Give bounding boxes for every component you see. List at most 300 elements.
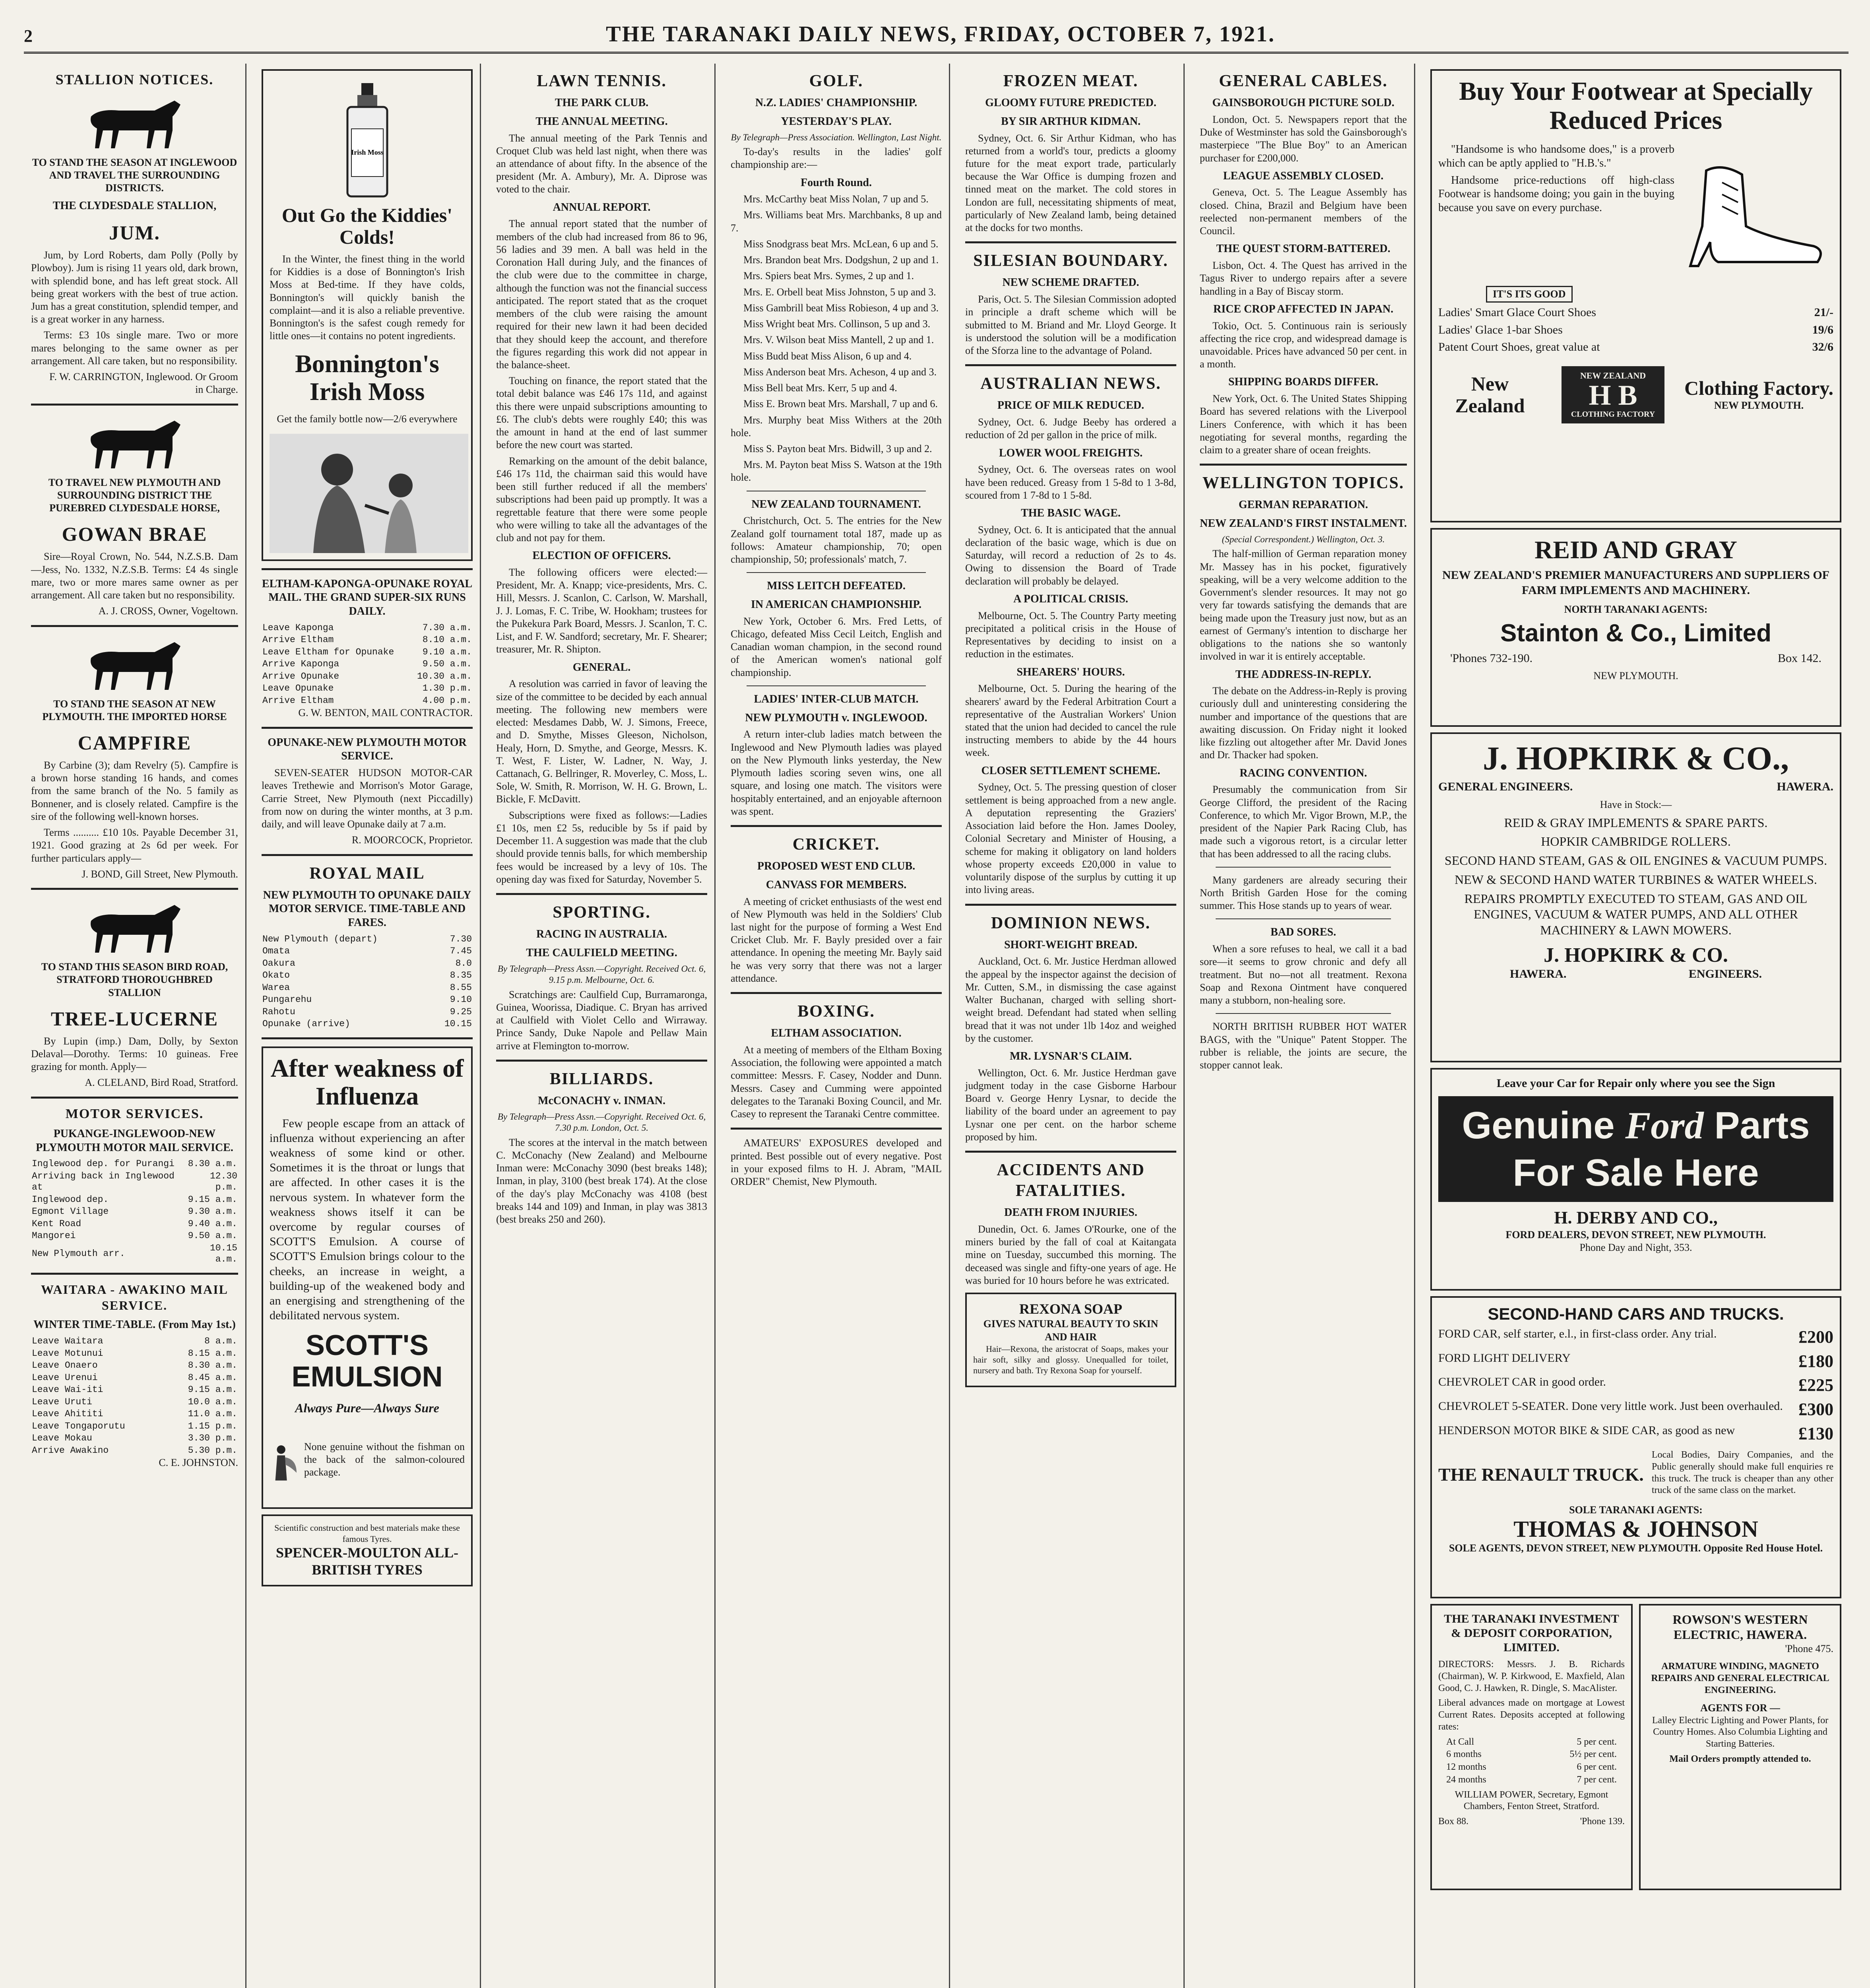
agents-name: THOMAS & JOHNSON [1513, 1516, 1758, 1542]
waitara-heading: WAITARA - AWAKINO MAIL SERVICE. [41, 1282, 228, 1312]
tree-intro: TO STAND THIS SEASON BIRD ROAD, STRATFORD THOROUGHBRED STALLION [41, 961, 228, 998]
table-row: Inglewood dep. for Purangi 8.30 a.m. [32, 1159, 237, 1169]
rubber-p: NORTH BRITISH RUBBER HOT WATER BAGS, with the "Unique" Patent Stopper. The rubber is reliable, the joints are secure, the stopper cannot leak. [1200, 1021, 1407, 1071]
footwear-mark: IT'S ITS GOOD [1486, 286, 1573, 303]
agents-heading: SOLE TARANAKI AGENTS: [1569, 1504, 1703, 1516]
rate-row: At Call 5 per cent. [1446, 1736, 1617, 1747]
divider [747, 685, 926, 686]
lysnar-p: Wellington, Oct. 6. Mr. Justice Herdman gave judgment today in the case Gisborne Harbour Board v. George Henry Lysnar, to decide the liability of the board under an agreement to pay Lysnar one per cent. on the harbor scheme proposed by him. [965, 1067, 1176, 1143]
wool-p: Sydney, Oct. 6. The overseas rates on wool have been reduced. Greasy from 1 5-8d to 1 3-8d, scoured from 1 7-8d to 1 5-8d. [965, 464, 1176, 501]
list-item: Mrs. McCarthy beat Miss Nolan, 7 up and 5. [743, 193, 929, 205]
rexona-heading: REXONA SOAP [1019, 1301, 1123, 1317]
tennis-sub2: THE ANNUAL MEETING. [535, 115, 668, 128]
scotts-note: None genuine without the fishman on the back of the salmon-coloured package. [304, 1441, 465, 1478]
horse-icon [75, 634, 194, 694]
horse-icon [75, 897, 194, 957]
reid-heading: REID AND GRAY [1534, 536, 1737, 564]
list-item: Mrs. V. Wilson beat Miss Mantell, 2 up and 1. [743, 334, 934, 346]
hopkirk-footer-sub: HAWERA. ENGINEERS. [1510, 967, 1762, 980]
divider [731, 825, 942, 827]
interclub-p: A return inter-club ladies match between the Inglewood and New Plymouth ladies was played on the New Plymouth links yesterday, the New Plymouth ladies scoring seven wins, one all square, and losing one match. The visitors were hospitably entertained, and an enjoyable afternoon was spent. [731, 728, 942, 817]
hb-badge-top: NEW ZEALAND [1580, 370, 1646, 381]
table-row: Opunake (arrive) 10.15 [262, 1019, 472, 1029]
table-row: Arrive Kaponga 9.50 a.m. [262, 659, 472, 670]
sporting-heading: SPORTING. [553, 903, 651, 922]
golf-round: Fourth Round. [801, 176, 872, 189]
list-item: Mrs. Williams beat Mrs. Marchbanks, 8 up and 7. [731, 209, 942, 234]
ford-line1: Genuine Ford Parts [1462, 1104, 1810, 1147]
footwear-text-block [1438, 143, 1674, 286]
table-row: Leave Uruti 10.0 a.m. [32, 1396, 237, 1407]
hb-town: NEW PLYMOUTH. [1714, 400, 1804, 412]
bonnington-brand: Bonnington's Irish Moss [295, 349, 439, 406]
ford-intro: Leave your Car for Repair only where you see the Sign [1496, 1077, 1775, 1090]
golf-sub: N.Z. LADIES' CHAMPIONSHIP. [755, 97, 918, 109]
reid-town: NEW PLYMOUTH. [1593, 670, 1678, 682]
influenza-heading: After weakness of Influenza [270, 1054, 464, 1110]
divider [731, 1128, 942, 1130]
jum-owner: F. W. CARRINGTON, Inglewood. Or Groom in Charge. [49, 371, 238, 396]
influenza-text: Few people escape from an attack of influenza without experiencing an after weakness of some kind or other. Sometimes it is the throat or lungs that are affected. In other cases it is the nervous system. In whatever form the weakness shows itself it can be overcome by regular courses of SCOTT'S Emulsion. A course of SCOTT'S Emulsion brings colour to the cheeks, an increase in weight, a building-up of the weakened body and an energising and strengthening of the debilitated nervous system. [270, 1116, 465, 1322]
car-row: CHEVROLET CAR in good order. £225 [1438, 1375, 1833, 1395]
table-row: Leave Eltham for Opunake 9.10 a.m. [262, 646, 472, 657]
tree-owner: A. CLELAND, Bird Road, Stratford. [85, 1077, 238, 1089]
ford-sign [1438, 1096, 1833, 1202]
general-p: A resolution was carried in favor of leaving the size of the committee to be decided by each annual meeting. The following new members were elected: Mesdames Dabb, W. J. Simons, Freece, and D. Smythe, Misses Gleeson, Nicholson, Healy, Horn, D. Smythe, and George, Messrs. K. T. West, F. Lister, W. Ladner, N. Way, J. Cattanach, G. Bellringer, R. Moverley, C. Moss, L. Sole, W. Smith, R. Morrison, W. H. G. Brown, L. Bickle, F. McDavitt. [496, 678, 707, 805]
tennis-report-heading: ANNUAL REPORT. [553, 201, 651, 214]
car-row: HENDERSON MOTOR BIKE & SIDE CAR, as good as new £130 [1438, 1423, 1833, 1443]
rep-byline: (Special Correspondent.) Wellington, Oct. 3. [1222, 534, 1385, 544]
accidents-heading: ACCIDENTS AND FATALITIES. [997, 1161, 1145, 1200]
footwear-quote: "Handsome is who handsome does," is a proverb which can be aptly applied to "H.B.'s." [1438, 143, 1674, 169]
billiards-p: The scores at the interval in the match between C. McConachy (New Zealand) and Melbourne Inman were: McConachy 3090 (best breaks 148); Inman, in play, 3100 (best break 174). At the close of the day's play McConachy was 4108 (best breaks 144 and 109) and Inman, in play was 3813 (best breaks 250 and 260). [496, 1136, 707, 1225]
quest-p: Lisbon, Oct. 4. The Quest has arrived in the Tagus River to undergo repairs after a severe handling in a Bay of Biscay storm. [1200, 260, 1407, 297]
rowson-agents: AGENTS FOR — [1700, 1702, 1780, 1714]
table-row: Egmont Village 9.30 a.m. [32, 1206, 237, 1217]
derby-name: H. DERBY AND CO., [1554, 1208, 1718, 1228]
horse-icon [75, 413, 194, 472]
boxing-heading: BOXING. [797, 1002, 875, 1021]
sores-heading: BAD SORES. [1271, 926, 1336, 939]
hb-footer [1438, 366, 1833, 423]
racing-sub: RACING IN AUSTRALIA. [536, 928, 667, 941]
eltham-timetable [262, 622, 473, 707]
scotts-ad [262, 1046, 473, 1509]
bonnington-tagline: Get the family bottle now—2/6 everywhere [277, 413, 458, 425]
death-p: Dunedin, Oct. 6. James O'Rourke, one of the miners buried by the fall of coal at Kaitangata mine on Tuesday, succumbed this morning. The deceased was single and fifty-one years of age. He was buried for 10 hours before he was extricated. [965, 1223, 1176, 1286]
royal-mail-timetable [262, 933, 473, 1030]
divider [1200, 464, 1407, 466]
inv-secretary: WILLIAM POWER, Secretary, Egmont Chambers, Fenton Street, Stratford. [1455, 1789, 1608, 1812]
reply-p: The debate on the Address-in-Reply is proving curiously dull and uninteresting considering the number and importance of the questions that are awaiting discussion. On Friday night it looked like fizzling out altogether after Mr. David Jones and Dr. Thacker had spoken. [1200, 685, 1407, 761]
table-row: Okato 8.35 [262, 970, 472, 981]
eltham-mail-heading: ELTHAM-KAPONGA-OPUNAKE ROYAL MAIL. THE GRAND SUPER-SIX RUNS DAILY. [262, 577, 473, 618]
closer-sub: CLOSER SETTLEMENT SCHEME. [981, 764, 1160, 777]
divider [262, 727, 473, 729]
hb-left: New Zealand [1455, 373, 1525, 417]
golf-byline: By Telegraph—Press Association. Wellington, Last Night. [731, 132, 942, 142]
tree-text: By Lupin (imp.) Dam, Dolly, by Sexton Delaval—Dorothy. Terms: 10 guineas. Free grazing for month. Apply— [31, 1035, 238, 1073]
list-item: Miss E. Brown beat Mrs. Marshall, 7 up and 6. [743, 398, 938, 410]
mother-child-illustration [270, 434, 468, 553]
milk-sub: PRICE OF MILK REDUCED. [997, 399, 1145, 412]
list-item: HOPKIR CAMBRIDGE ROLLERS. [1541, 834, 1731, 849]
crisis-sub: A POLITICAL CRISIS. [1013, 592, 1128, 605]
campfire-owner: J. BOND, Gill Street, New Plymouth. [81, 868, 238, 880]
spencer-text: Scientific construction and best materials make these famous Tyres. [274, 1523, 460, 1544]
table-row: Arrive Awakino 5.30 p.m. [32, 1445, 237, 1456]
reid-sub: NEW ZEALAND'S PREMIER MANUFACTURERS AND SUPPLIERS OF FARM IMPLEMENTS AND MACHINERY. [1442, 569, 1829, 597]
spencer-brand: SPENCER-MOULTON ALL-BRITISH TYRES [275, 1544, 459, 1578]
price-row: Patent Court Shoes, great value at 32/6 [1438, 340, 1833, 353]
table-row: Arrive Eltham 4.00 p.m. [262, 695, 472, 706]
rowson-ad [1639, 1604, 1841, 1890]
bread-sub: SHORT-WEIGHT BREAD. [1004, 938, 1138, 951]
hudson-owner: R. MOORCOCK, Proprietor. [351, 834, 473, 846]
gowan-text: Sire—Royal Crown, No. 544, N.Z.S.B. Dam—Jess, No. 1332, N.Z.S.B. Terms: £4 4s single mare, two or more mares same owner as per arrangement. All care taken but no responsibility. [31, 551, 238, 601]
boxing-p: At a meeting of members of the Eltham Boxing Association, the following were appointed a match committee: Messrs. F. Casey, Nodder and Dunn. Messrs. Casey and Cumming were appointed delegates to the Taranaki Boxing Council, and Mr. Casey to represent the Taranaki Centre committee. [731, 1044, 942, 1120]
footwear-ad [1430, 69, 1841, 522]
bottom-ads-row [1430, 1604, 1841, 1890]
divider [31, 888, 238, 890]
divider [31, 1273, 238, 1275]
frozen-sub: GLOOMY FUTURE PREDICTED. [985, 97, 1156, 109]
divider [965, 904, 1176, 906]
rowson-agents-p: Lalley Electric Lighting and Power Plants, for Country Homes. Also Columbia Lighting and Starting Batteries. [1652, 1715, 1829, 1749]
scotts-fishman-row [270, 1421, 465, 1501]
divider [1216, 1013, 1391, 1014]
masthead [24, 8, 1849, 54]
list-item: Mrs. Spiers beat Mrs. Symes, 2 up and 1. [743, 270, 914, 282]
silesian-sub: NEW SCHEME DRAFTED. [1002, 276, 1139, 289]
cables-heading: GENERAL CABLES. [1219, 72, 1388, 90]
divider [31, 404, 238, 406]
cricket-heading: CRICKET. [792, 835, 880, 854]
rowson-phone: 'Phone 475. [1785, 1642, 1833, 1654]
royal-mail-subheading: NEW PLYMOUTH TO OPUNAKE DAILY MOTOR SERVICE. TIME-TABLE AND FARES. [263, 889, 471, 929]
cricket-sub: PROPOSED WEST END CLUB. [757, 860, 916, 873]
kiddies-text: In the Winter, the finest thing in the world for Kiddies is a dose of Bonnington's Irish Moss at Bed-time. If they have colds, Bonnington's will quickly banish the complaint—and it is also a reliable preventive. Bonnington's is the safest cough remedy for little ones—it contains no potent ingredients. [270, 253, 465, 342]
rexona-sub: GIVES NATURAL BEAUTY TO SKIN AND HAIR [983, 1318, 1158, 1343]
gains-sub: GAINSBOROUGH PICTURE SOLD. [1212, 97, 1395, 109]
tennis-p1: The annual meeting of the Park Tennis and Croquet Club was held last night, when there was an attendance of about fifty. In the absence of the president (Mr. A. Ambury), Mr. A. Diprose was voted to the chair. [496, 132, 707, 195]
rate-row: 6 months 5½ per cent. [1446, 1749, 1617, 1760]
bottle-label: Irish Moss [351, 148, 384, 156]
frozen-p: Sydney, Oct. 6. Sir Arthur Kidman, who has returned from a world's tour, predicts a gloomy future for the meat export trade, particularly because the War Office is dumping frozen and tinned meat on the market. The cold stores in London are full, necessitating shipments of meat, particularly of New Zealand lamb, being detained at the docks for two months. [965, 132, 1176, 234]
divider [262, 568, 473, 570]
campfire-name: CAMPFIRE [78, 731, 192, 754]
rate-row: 24 months 7 per cent. [1446, 1774, 1617, 1785]
hopkirk-stock: Have in Stock:— [1600, 798, 1672, 810]
wage-sub: THE BASIC WAGE. [1021, 507, 1121, 520]
ford-ad [1430, 1068, 1841, 1291]
jum-name: JUM. [109, 221, 160, 244]
campfire-terms: Terms .......... £10 10s. Payable December 31, 1921. Good grazing at 2s 6d per week. For further particulars apply— [31, 827, 238, 864]
cars-ad [1430, 1296, 1841, 1598]
campfire-text: By Carbine (3); dam Revelry (5). Campfire is a brown horse standing 16 hands, and comes from the same branch of the No. 5 family as Bonnener, and is closely related. Campfire is the sire of the following well-known horses. [31, 759, 238, 822]
silesian-p: Paris, Oct. 5. The Silesian Commission adopted in principle a draft scheme which will be submitted to M. Briand and Mr. Lloyd George. It is understood the solution will be a modification of the Sforza line to the advantage of Poland. [965, 293, 1176, 357]
table-row: Leave Waitara 8 a.m. [32, 1336, 237, 1347]
list-item: NEW & SECOND HAND WATER TURBINES & WATER WHEELS. [1455, 872, 1817, 887]
motor-subheading: PUKANGE-INGLEWOOD-NEW PLYMOUTH MOTOR MAIL SERVICE. [36, 1127, 233, 1154]
gowan-owner: A. J. CROSS, Owner, Vogeltown. [98, 605, 238, 617]
list-item: Mrs. E. Orbell beat Miss Johnston, 5 up and 3. [743, 286, 936, 298]
election-heading: ELECTION OF OFFICERS. [532, 549, 671, 562]
fishman-icon [270, 1421, 299, 1501]
renault-block [1438, 1449, 1833, 1500]
reply-sub: THE ADDRESS-IN-REPLY. [1235, 668, 1371, 681]
divider [496, 1060, 707, 1062]
wool-sub: LOWER WOOL FREIGHTS. [999, 447, 1143, 459]
list-item: Miss S. Payton beat Mrs. Bidwill, 3 up and 2. [743, 443, 932, 454]
table-row: Arrive Eltham 8.10 a.m. [262, 635, 472, 645]
hb-badge-bot: CLOTHING FACTORY [1571, 410, 1655, 419]
cricket-sub2: CANVASS FOR MEMBERS. [766, 878, 907, 891]
closer-p: Sydney, Oct. 5. The pressing question of closer settlement is being approached from a new angle. A deputation representing the Graziers' Association laid before the Hon. James Dooley, Colonial Secretary and Minister of Housing, a scheme for making it obligatory on land holders whose property exceeds £20,000 in value to voluntarily dispose of the surplus by cutting it up into living areas. [965, 781, 1176, 896]
billiards-byline: By Telegraph—Press Assn.—Copyright. Received Oct. 6, 7.30 p.m. London, Oct. 5. [497, 1111, 706, 1133]
list-item: Mrs. Brandon beat Mrs. Dodgshun, 2 up and 1. [743, 254, 939, 266]
medicine-bottle-icon [339, 81, 395, 200]
interclub-sub: LADIES' INTER-CLUB MATCH. [754, 693, 919, 705]
leitch-sub: MISS LEITCH DEFEATED. [767, 580, 906, 592]
newspaper-title: THE TARANAKI DAILY NEWS, FRIDAY, OCTOBER 7, 1921. [606, 22, 1275, 47]
boxing-sub: ELTHAM ASSOCIATION. [771, 1027, 902, 1040]
jum-text: Jum, by Lord Roberts, dam Polly (Polly by Plowboy). Jum is rising 11 years old, dark brown, with splendid bone, and has left great stock. All being great workers with the best of true action. Jum has a great constitution, splendid temper, and is a great worker in any harness. [31, 249, 238, 325]
agents-sub: SOLE AGENTS, DEVON STREET, NEW PLYMOUTH. Opposite Red House Hotel. [1449, 1542, 1823, 1554]
leitch-sub2: IN AMERICAN CHAMPIONSHIP. [751, 598, 922, 611]
shoe-icon [1682, 147, 1833, 282]
divider [1216, 867, 1391, 868]
spencer-ad [262, 1514, 473, 1586]
golf-p1: To-day's results in the ladies' golf championship are:— [731, 146, 942, 171]
golf-heading: GOLF. [809, 72, 863, 90]
list-item: Mrs. Murphy beat Miss Withers at the 20th hole. [731, 414, 942, 439]
general-heading: GENERAL. [572, 661, 631, 674]
table-row: Rahotu 9.25 [262, 1006, 472, 1017]
bread-p: Auckland, Oct. 6. Mr. Justice Herdman allowed the appeal by the inspector against the decision of Mr. Cutten, S.M., in dismissing the case against Walter Buchanan, charged with selling short-weight bread. Defendant had stated when selling bread that it was not under 1lb 14oz and weighed by the customer. [965, 955, 1176, 1044]
car-row: CHEVROLET 5-SEATER. Done very little work. Just been overhauled. £300 [1438, 1400, 1833, 1419]
league-sub: LEAGUE ASSEMBLY CLOSED. [1223, 169, 1384, 182]
hopkirk-footer: J. HOPKIRK & CO. [1544, 944, 1728, 967]
rep-sub: GERMAN REPARATION. [1238, 499, 1368, 511]
campfire-intro: TO STAND THE SEASON AT NEW PLYMOUTH. THE IMPORTED HORSE [42, 698, 227, 722]
racing-byline: By Telegraph—Press Assn.—Copyright. Received Oct. 6, 9.15 p.m. Melbourne, Oct. 6. [497, 963, 706, 985]
table-row: Mangorei 9.50 a.m. [32, 1231, 237, 1241]
table-row: Kent Road 9.40 a.m. [32, 1218, 237, 1229]
rexona-p: Hair—Rexona, the aristocrat of Soaps, makes your hair soft, silky and glossy. Unequalled for toilet, nursery and bath. Try Rexona Soap for yourself. [973, 1343, 1168, 1376]
racing-p: Scratchings are: Caulfield Cup, Burramaronga, Guinea, Woorissa, Diadique. C. Bryan has arrived at Caulfield with Violet Cello and Wirraway. Prince Sandy, Duke Napole and Pellaw Main arrive at Flemington to-morrow. [496, 988, 707, 1052]
rowson-mail: Mail Orders promptly attended to. [1669, 1753, 1811, 1764]
list-item: Mrs. M. Payton beat Miss S. Watson at the 19th hole. [731, 459, 942, 483]
ford-logo: Ford [1625, 1104, 1704, 1147]
table-row: New Plymouth (depart) 7.30 [262, 934, 472, 944]
table-row: Arriving back in Inglewood at 12.30 p.m. [32, 1171, 237, 1193]
car-row: FORD LIGHT DELIVERY £180 [1438, 1351, 1833, 1371]
renault-heading: THE RENAULT TRUCK. [1438, 1464, 1644, 1485]
election-p: The following officers were elected:—President, Mr. A. Knapp; vice-presidents, Mrs. C. Hill, Messrs. J. Scanlon, C. Carlson, W. Marshall, J. J. Lomas, F. C. Tribe, W. Hookham; trustees for the Pukekura Park Board, Messrs. J. Scanlon, T. C. List, and F. W. Sandford; secretary, Mr. F. Shearer; treasurer, Mr. R. Shipton. [496, 566, 707, 655]
jum-terms: Terms: £3 10s single mare. Two or more mares belonging to the same owner as per arrangement. All care taken, but no responsibility. [31, 329, 238, 367]
rice-p: Tokio, Oct. 5. Continuous rain is seriously affecting the rice crop, and widespread damage is unavoidable. Prices have advanced 50 per cent. in a month. [1200, 320, 1407, 370]
lysnar-sub: MR. LYSNAR'S CLAIM. [1009, 1050, 1132, 1062]
jum-title: THE CLYDESDALE STALLION, [52, 200, 217, 212]
rep-sub2: NEW ZEALAND'S FIRST INSTALMENT. [1200, 517, 1407, 530]
list-item: SECOND HAND STEAM, GAS & OIL ENGINES & VACUUM PUMPS. [1444, 853, 1827, 868]
car-row: FORD CAR, self starter, e.l., in first-class order. Any trial. £200 [1438, 1327, 1833, 1347]
shearers-sub: SHEARERS' HOURS. [1016, 666, 1125, 678]
wage-p: Sydney, Oct. 6. It is anticipated that the annual declaration of the basic wage, which is due on Saturday, will record a reduction of 2s to 4s. Owing to dissension the Board of Trade declaration will probably be delayed. [965, 524, 1176, 587]
rate-row: 12 months 6 per cent. [1446, 1762, 1617, 1772]
inv-directors: DIRECTORS: Messrs. J. B. Richards (Chairman), W. P. Kirkwood, E. Maxfield, Alan Good, C. J. Hawken, R. Dingle, S. MacAlister. [1438, 1659, 1625, 1693]
divider [1216, 918, 1391, 919]
aus-heading: AUSTRALIAN NEWS. [980, 375, 1161, 393]
column-cables [1193, 64, 1415, 1988]
table-row: Leave Urenui 8.45 a.m. [32, 1372, 237, 1383]
divider [262, 854, 473, 856]
table-row: Leave Ahititi 11.0 a.m. [32, 1409, 237, 1419]
table-row: Oakura 8.0 [262, 958, 472, 969]
tennis-p3: Touching on finance, the report stated that the total debit balance was £46 17s 11d, and against this there were unpaid subscriptions amounting to £6. The club's debts were roughly £40; this was the amount in hand at the end of last summer before the new court was started. [496, 375, 707, 451]
interclub-sub2: NEW PLYMOUTH v. INGLEWOOD. [745, 711, 927, 724]
table-row: Omata 7.45 [262, 946, 472, 957]
inv-heading: THE TARANAKI INVESTMENT & DEPOSIT CORPORATION, LIMITED. [1444, 1612, 1619, 1654]
column-display-ads [1423, 64, 1849, 1988]
general-p2: Subscriptions were fixed as follows:—Ladies £1 10s, men £2 5s, reducible by 5s if paid by December 11. A suggestion was made that the club should provide tennis balls, for which membership fees would be increased by a levy of 10s. The opening day was fixed for Saturday, November 5. [496, 809, 707, 885]
price-row: Ladies' Smart Glace Court Shoes 21/- [1438, 306, 1833, 319]
divider [731, 992, 942, 994]
list-item: Miss Bell beat Mrs. Kerr, 5 up and 4. [743, 382, 897, 394]
column-ads [254, 64, 481, 1988]
hopkirk-ad [1430, 732, 1841, 1062]
frozen-heading: FROZEN MEAT. [1003, 72, 1139, 90]
ship-sub: SHIPPING BOARDS DIFFER. [1228, 376, 1379, 388]
tennis-p4: Remarking on the amount of the debit balance, £46 17s 11d, the chairman said this would have been still further reduced if all the members' subscriptions had been paid up promptly. It was a regrettable feature that there were some people who were willing to take all the advantages of the club and not pay for them. [496, 455, 707, 544]
gowan-name: GOWAN BRAE [62, 523, 208, 546]
rexona-ad [965, 1293, 1176, 1387]
hudson-text: SEVEN-SEATER HUDSON MOTOR-CAR leaves Trethewie and Morrison's Motor Garage, Carrie Street, New Plymouth (next Piccadilly) from now on during the winter months, at 3 p.m. daily, and will leave Opunake daily at 7 a.m. [262, 767, 473, 830]
waitara-owner: C. E. JOHNSTON. [159, 1457, 238, 1469]
derby-phone: Phone Day and Night, 353. [1579, 1242, 1692, 1254]
waitara-subheading: WINTER TIME-TABLE. (From May 1st.) [33, 1318, 236, 1331]
list-item: REPAIRS PROMPTLY EXECUTED TO STEAM, GAS AND OIL ENGINES, VACUUM & WATER PUMPS, AND ALL OTHER MACHINERY & LAWN MOWERS. [1464, 891, 1808, 937]
derby-sub: FORD DEALERS, DEVON STREET, NEW PLYMOUTH. [1505, 1229, 1766, 1241]
rice-sub: RICE CROP AFFECTED IN JAPAN. [1213, 303, 1393, 315]
list-item: Miss Gambrill beat Miss Robieson, 4 up and 3. [743, 302, 939, 314]
footwear-heading: Buy Your Footwear at Specially Reduced Prices [1459, 77, 1813, 135]
table-row: New Plymouth arr. 10.15 a.m. [32, 1242, 237, 1265]
tree-name: TREE-LUCERNE [50, 1007, 219, 1030]
reid-name: Stainton & Co., Limited [1500, 619, 1771, 647]
table-row: Inglewood dep. 9.15 a.m. [32, 1194, 237, 1205]
leitch-p: New York, October 6. Mrs. Fred Letts, of Chicago, defeated Miss Cecil Leitch, English and Canadian woman champion, in the second round of the American women's national golf championship. [731, 615, 942, 678]
silesian-heading: SILESIAN BOUNDARY. [973, 252, 1168, 270]
list-item: Miss Snodgrass beat Mrs. McLean, 6 up and 5. [743, 238, 939, 250]
divider [747, 572, 926, 573]
reid-gray-ad [1430, 528, 1841, 727]
divider [496, 893, 707, 895]
table-row: Leave Mokau 3.30 p.m. [32, 1433, 237, 1444]
reid-agents: NORTH TARANAKI AGENTS: [1564, 603, 1708, 615]
league-p: Geneva, Oct. 5. The League Assembly has closed. China, Brazil and Belgium have been reelected non-permanent members of the Council. [1200, 186, 1407, 237]
golf-sub2: YESTERDAY'S PLAY. [781, 115, 892, 128]
reid-contact: 'Phones 732-190. Box 142. [1450, 652, 1822, 665]
amateur-ad: AMATEURS' EXPOSURES developed and printed. Best possible out of every negative. Post in your exposed films to H. J. Abram, "MAIL ORDER" Chemist, New Plymouth. [731, 1137, 942, 1188]
scotts-brand: SCOTT'S EMULSION [291, 1330, 443, 1393]
divider [965, 364, 1176, 366]
jum-intro: TO STAND THE SEASON AT INGLEWOOD AND TRAVEL THE SURROUNDING DISTRICTS. [32, 156, 237, 194]
table-row: Arrive Opunake 10.30 a.m. [262, 671, 472, 681]
table-row: Leave Motunui 8.15 a.m. [32, 1348, 237, 1359]
billiards-sub: McCONACHY v. INMAN. [538, 1094, 665, 1107]
rowson-p: ARMATURE WINDING, MAGNETO REPAIRS AND GENERAL ELECTRICAL ENGINEERING. [1651, 1661, 1829, 1695]
renault-p: Local Bodies, Dairy Companies, and the Public generally should make full enquiries re this truck. The truck is cheaper than any other truck of the same class on the market. [1651, 1450, 1833, 1496]
dominion-heading: DOMINION NEWS. [991, 914, 1151, 932]
cricket-p: A meeting of cricket enthusiasts of the west end of New Plymouth was held in the Soldiers' Club last night for the purpose of forming a West End Cricket Club. Mr. F. Bayly presided over a fair attendance. In opening the meeting Mr. Bayly said he was very sorry that there was not a larger attendance. [731, 895, 942, 984]
inv-contact: Box 88. 'Phone 139. [1438, 1816, 1625, 1827]
nzt-sub: NEW ZEALAND TOURNAMENT. [751, 498, 921, 511]
tennis-sub: THE PARK CLUB. [555, 97, 649, 109]
divider [965, 241, 1176, 243]
table-row: Warea 8.55 [262, 982, 472, 993]
gowan-intro: TO TRAVEL NEW PLYMOUTH AND SURROUNDING DISTRICT THE PUREBRED CLYDESDALE HORSE, [48, 476, 221, 514]
table-row: Leave Wai-iti 9.15 a.m. [32, 1384, 237, 1395]
tennis-p2: The annual report stated that the number of members of the club had increased from 86 to 96, 56 ladies and 39 men. A ball was held in the Coronation Hall during July, and the finances of the club were due to the committee in charge, although the function was not the financial success anticipated. The report stated that as the croquet members of the club were raising the amount required for their new lawn it had been decided that they should keep the account, and therefore the figures regarding this work did not appear in the balance-sheet. [496, 218, 707, 371]
list-item: Miss Anderson beat Mrs. Acheson, 4 up and 3. [743, 366, 937, 378]
hudson-heading: OPUNAKE-NEW PLYMOUTH MOTOR SERVICE. [268, 736, 467, 763]
column-golf [724, 64, 950, 1988]
quest-sub: THE QUEST STORM-BATTERED. [1216, 243, 1391, 255]
racing-conv-p: Presumably the communication from Sir George Clifford, the president of the Racing Conference, to which Mr. Vigor Brown, M.P., the president of the Napier Park Racing Club, has made such a vigorous retort, is a circular letter that has been addressed to all the racing clubs. [1200, 784, 1407, 860]
table-row: Leave Tongaporutu 1.15 p.m. [32, 1421, 237, 1431]
royal-mail-heading: ROYAL MAIL [309, 864, 425, 883]
footwear-p: Handsome price-reductions off high-class Footwear is handsome doing; you gain in the buying because you save on every purchase. [1438, 174, 1674, 214]
rowson-heading: ROWSON'S WESTERN ELECTRIC, HAWERA. [1672, 1612, 1808, 1642]
rep-p: The half-million of German reparation money Mr. Massey has in his pocket, figuratively speaking, will be a very welcome addition to the Government's slender resources. It may not go very far towards satisfying the demands that are being made upon the Treasury just now, but as an earnest of Germany's intention to discharge her obligations to the nations she so wantonly involved in war it is entirely acceptable. [1200, 548, 1407, 662]
gains-p: London, Oct. 5. Newspapers report that the Duke of Westminster has sold the Gainsborough's masterpiece "The Blue Boy" to an American purchaser for £200,000. [1200, 113, 1407, 164]
column-stallions [24, 64, 246, 1988]
kiddies-heading: Out Go the Kiddies' Colds! [281, 204, 453, 248]
wellington-heading: WELLINGTON TOPICS. [1202, 474, 1404, 493]
eltham-owner: G. W. BENTON, MAIL CONTRACTOR. [298, 707, 473, 719]
divider [965, 1151, 1176, 1153]
column-tennis [489, 64, 716, 1988]
hb-right: Clothing Factory. [1684, 377, 1833, 400]
tennis-heading: LAWN TENNIS. [537, 72, 667, 90]
shearers-p: Melbourne, Oct. 5. During the hearing of the shearers' award by the Federal Arbitration Court a representative of the Australian Workers' Union stated that the union had decided to cancel the rule instructing members to abide by the 44 hours week. [965, 683, 1176, 759]
inv-rates-head: Liberal advances made on mortgage at Lowest Current Rates. Deposits accepted at following rates: [1438, 1698, 1625, 1732]
motor-timetable [31, 1158, 238, 1266]
investment-ad [1430, 1604, 1633, 1890]
crisis-p: Melbourne, Oct. 5. The Country Party meeting precipitated a political crisis in the House of Representatives by deciding to insist on a reduction in the estimates. [965, 610, 1176, 660]
list-item: REID & GRAY IMPLEMENTS & SPARE PARTS. [1504, 815, 1768, 830]
list-item: Miss Budd beat Miss Alison, 6 up and 4. [743, 350, 912, 362]
sores-p: When a sore refuses to heal, we call it a bad sore—it seems to grow chronic and defy all treatment. But no—not all treatment. Rexona Soap and Rexona Ointment have conquered many a stubborn, non-healing sore. [1200, 943, 1407, 1006]
horse-icon [75, 93, 194, 152]
divider [31, 1097, 238, 1099]
table-row: Leave Kaponga 7.30 a.m. [262, 622, 472, 633]
ship-p: New York, Oct. 6. The United States Shipping Board has severed relations with the Liverpool Liners Conference, with which it has been negotiating for several months, regarding the claim to a greater share of ocean freights. [1200, 393, 1407, 456]
column-frozen-meat [958, 64, 1185, 1988]
death-sub: DEATH FROM INJURIES. [1004, 1206, 1137, 1219]
divider [262, 1037, 473, 1039]
racing-conv-sub: RACING CONVENTION. [1240, 767, 1367, 779]
hb-badge [1562, 366, 1664, 423]
hb-badge-mid: H B [1589, 379, 1637, 412]
table-row: Leave Onaero 8.30 a.m. [32, 1360, 237, 1371]
motor-heading: MOTOR SERVICES. [65, 1106, 204, 1121]
footwear-body [1438, 143, 1833, 286]
divider [31, 625, 238, 627]
bonnington-ad [262, 69, 473, 561]
